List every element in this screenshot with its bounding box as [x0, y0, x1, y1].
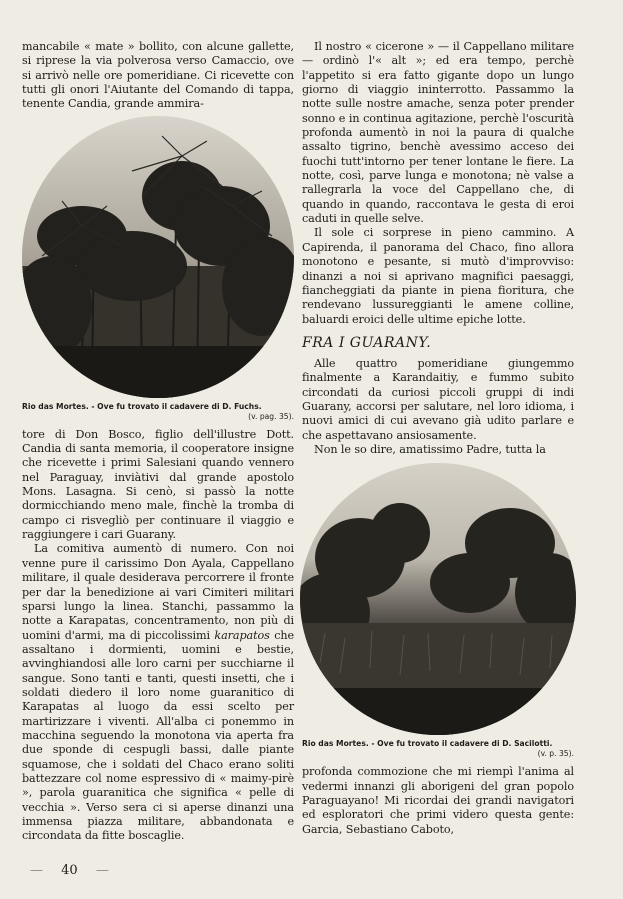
italic-term: karapatos [214, 628, 270, 642]
paragraph: Il sole ci sorprese in pieno cammino. A Capirenda, il panorama del Chaco, fino allora monotono e pesante, si mutò d'improvviso: dinanzi a noi si aprivano magnifici paesaggi, fiancheggiati da piante in piena fioritura, che rendevano lussureggianti le amene colline, baluardi eroici delle ultime epiche lotte. [302, 226, 574, 326]
paragraph: tore di Don Bosco, figlio dell'illustre Dott. Candia di santa memoria, il cooperatore insigne che ricevette i primi Salesiani quando vennero nel Paraguay, inviàtivi dal grande apostolo Mons. Lasagna. Si cenò, si passò la notte dormicchiando meno male, finchè la tromba di campo ci risvegliò per continuare il viaggio e raggiungere i cari Guarany. [22, 427, 294, 542]
paragraph: mancabile « mate » bollito, con alcune gallette, si riprese la via polverosa verso Camaccio, ove si arrivò nelle ore pomeridiane. Ci ricevette con tutti gli onori l'Aiutante del Comando di tappa, tenente Candia, grande ammira- [22, 40, 294, 111]
page-footer [30, 863, 123, 878]
paragraph: Alle quattro pomeridiane giungemmo finalmente a Karandaitiy, e fummo subito circondati da curiosi piccoli gruppi di indi Guarany, accorsi per salutare, nel loro idioma, i nuovi amici di cui avevano già udito parlare e che aspettavano ansiosamente. [302, 356, 574, 442]
footer-ornament: — [30, 863, 43, 878]
caption-text: Rio das Mortes. - Ove fu trovato il cadavere di D. Sacilotti. [302, 739, 553, 749]
paragraph: Il nostro « cicerone » — il Cappellano militare — ordinò l'« alt »; ed era tempo, perchè l'appetito si era fatto gigante dopo un lungo giorno di viaggio ininterrotto. Passammo la notte sulle nostre amache, senza poter prender sonno e in continua agitazione, perchè l'oscurità profonda aumentò in noi la paura di qualche assalto tigrino, benchè avessimo acceso dei fuochi tutt'intorno per tener lontane le fiere. La notte, così, parve lunga e monotona; nè valse a rallegrarla la voce del Cappellano che, di quando in quando, raccontava le gesta di eroi caduti in quelle selve. [302, 40, 574, 226]
paragraph [22, 542, 294, 843]
photo-caption [302, 739, 574, 759]
vegetation-illustration [300, 463, 576, 735]
caption-reference: (v. pag. 35). [248, 411, 294, 421]
paragraph-text: La comitiva aumentò di numero. Con noi venne pure il carissimo Don Ayala, Cappellano militare, il quale desiderava percorrere il fronte per dar la benedizione ai vari Cimiteri militari sparsi lungo la linea. Stanchi, passammo la notte a Karapatas, concentramento, non più di uomini d'armi, ma di piccolissimi [22, 542, 294, 642]
photo-bush [300, 463, 576, 735]
section-heading: FRA I GUARANY. [302, 334, 432, 351]
caption-reference: (v. p. 35). [537, 749, 574, 759]
paragraph: Non le so dire, amatissimo Padre, tutta la [314, 442, 546, 456]
photo-caption [22, 402, 294, 422]
right-column [302, 40, 574, 837]
paragraph: profonda commozione che mi riempì l'anima al vedermi innanzi gli aborigeni del gran popolo Paraguayano! Mi ricordai dei grandi navigatori ed esploratori che primi videro questa gente: Garcia, Sebastiano Caboto, [302, 765, 574, 836]
photo-palms [22, 116, 294, 398]
left-column [22, 40, 294, 844]
paragraph-text: che assaltano i dormienti, uomini e bestie, avvinghiandosi alle loro carni per succhiarne il sangue. Sono tanti e tanti, questi insetti, che i soldati diedero il loro nome guaranitico di Karapatas al luogo da essi scelto per martirizzare i viventi. All'alba ci ponemmo in macchina seguendo la monotona via aperta fra due sponde di cespugli bassi, dalle piante squamose, che i soldati del Chaco erano soliti battezzare col nome espressivo di « maimy-pirè », parola guaranitica che significa « pelle di vecchia ». Verso sera ci si aperse dinanzi una immensa piazza militare, abbandonata e circondata da fitte boscaglie. [22, 628, 294, 843]
caption-text: Rio das Mortes. - Ove fu trovato il cadavere di D. Fuchs. [22, 401, 262, 411]
page-number: 40 [61, 863, 78, 878]
footer-ornament: — [95, 863, 109, 878]
palm-tree-illustration [22, 116, 294, 398]
